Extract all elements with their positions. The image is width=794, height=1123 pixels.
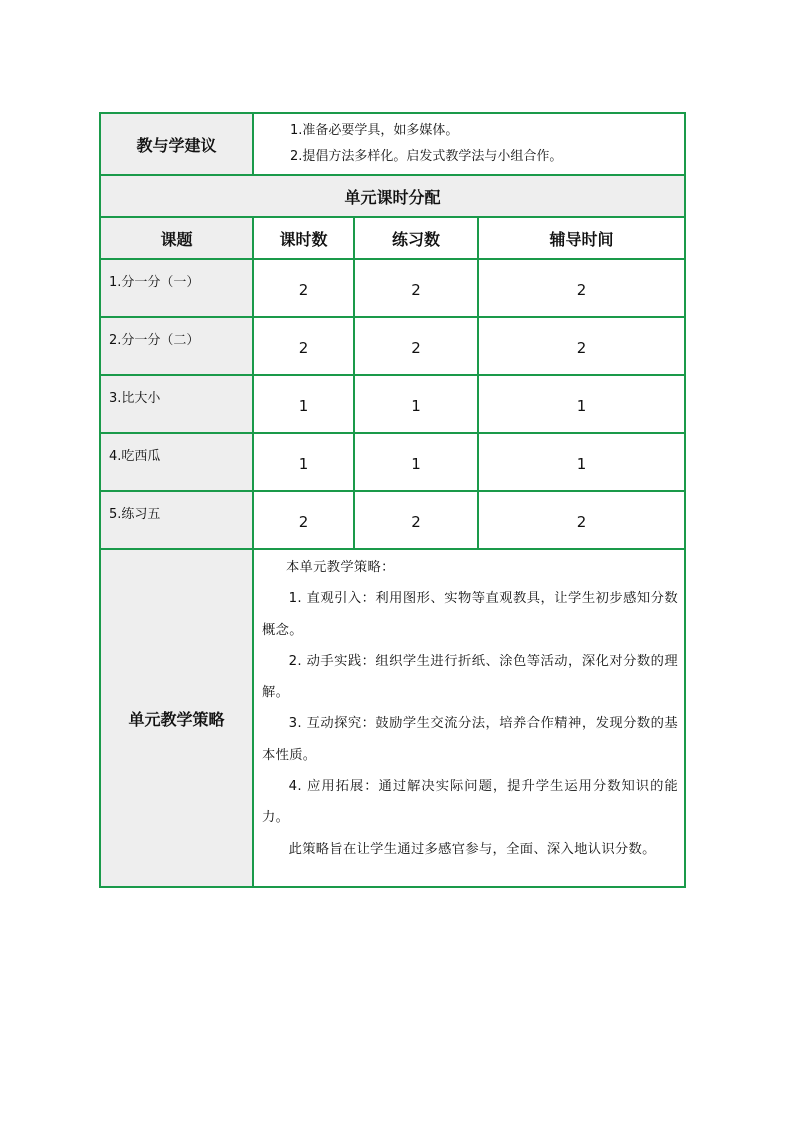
table-row	[100, 375, 685, 433]
column-header-tutoring: 辅导时间	[478, 217, 685, 259]
lessons-cell: 2	[253, 491, 354, 549]
teaching-suggestions-label: 教与学建议	[100, 113, 253, 175]
unit-plan-table	[99, 112, 686, 888]
tutoring-cell: 2	[478, 317, 685, 375]
tutoring-cell: 1	[478, 375, 685, 433]
strategy-intro: 本单元教学策略：	[285, 560, 395, 575]
exercises-cell: 1	[354, 433, 478, 491]
table-row	[100, 433, 685, 491]
teaching-suggestions-content	[253, 113, 685, 175]
lessons-cell: 1	[253, 433, 354, 491]
strategy-content	[253, 549, 685, 887]
exercises-cell: 2	[354, 317, 478, 375]
lessons-cell: 2	[253, 259, 354, 317]
teaching-suggestions-row	[100, 113, 685, 175]
exercises-cell: 2	[354, 259, 478, 317]
table-row	[100, 491, 685, 549]
table-row	[100, 259, 685, 317]
column-header-row	[100, 217, 685, 259]
topic-cell: 2.分一分（二）	[100, 317, 253, 375]
column-header-topic: 课题	[100, 217, 253, 259]
column-header-exercises: 练习数	[354, 217, 478, 259]
strategy-point: 4. 应用拓展：通过解决实际问题，提升学生运用分数知识的能力。	[262, 779, 678, 826]
table-row	[100, 317, 685, 375]
strategy-row	[100, 549, 685, 887]
topic-cell: 4.吃西瓜	[100, 433, 253, 491]
tutoring-cell: 2	[478, 259, 685, 317]
strategy-point: 1. 直观引入：利用图形、实物等直观教具，让学生初步感知分数概念。	[262, 591, 678, 638]
strategy-conclusion: 此策略旨在让学生通过多感官参与，全面、深入地认识分数。	[288, 841, 656, 857]
exercises-cell: 2	[354, 491, 478, 549]
strategy-label: 单元教学策略	[100, 549, 253, 887]
lessons-cell: 2	[253, 317, 354, 375]
lessons-cell: 1	[253, 375, 354, 433]
allocation-title: 单元课时分配	[100, 175, 685, 217]
tutoring-cell: 2	[478, 491, 685, 549]
tutoring-cell: 1	[478, 433, 685, 491]
topic-cell: 1.分一分（一）	[100, 259, 253, 317]
suggestion-item: 2.提倡方法多样化。启发式教学法与小组合作。	[290, 149, 563, 164]
column-header-lessons: 课时数	[253, 217, 354, 259]
allocation-title-row	[100, 175, 685, 217]
strategy-point: 3. 互动探究：鼓励学生交流分法，培养合作精神，发现分数的基本性质。	[262, 716, 678, 763]
topic-cell: 5.练习五	[100, 491, 253, 549]
strategy-point: 2. 动手实践：组织学生进行折纸、涂色等活动，深化对分数的理解。	[262, 653, 678, 701]
exercises-cell: 1	[354, 375, 478, 433]
suggestion-item: 1.准备必要学具，如多媒体。	[290, 123, 459, 138]
topic-cell: 3.比大小	[100, 375, 253, 433]
